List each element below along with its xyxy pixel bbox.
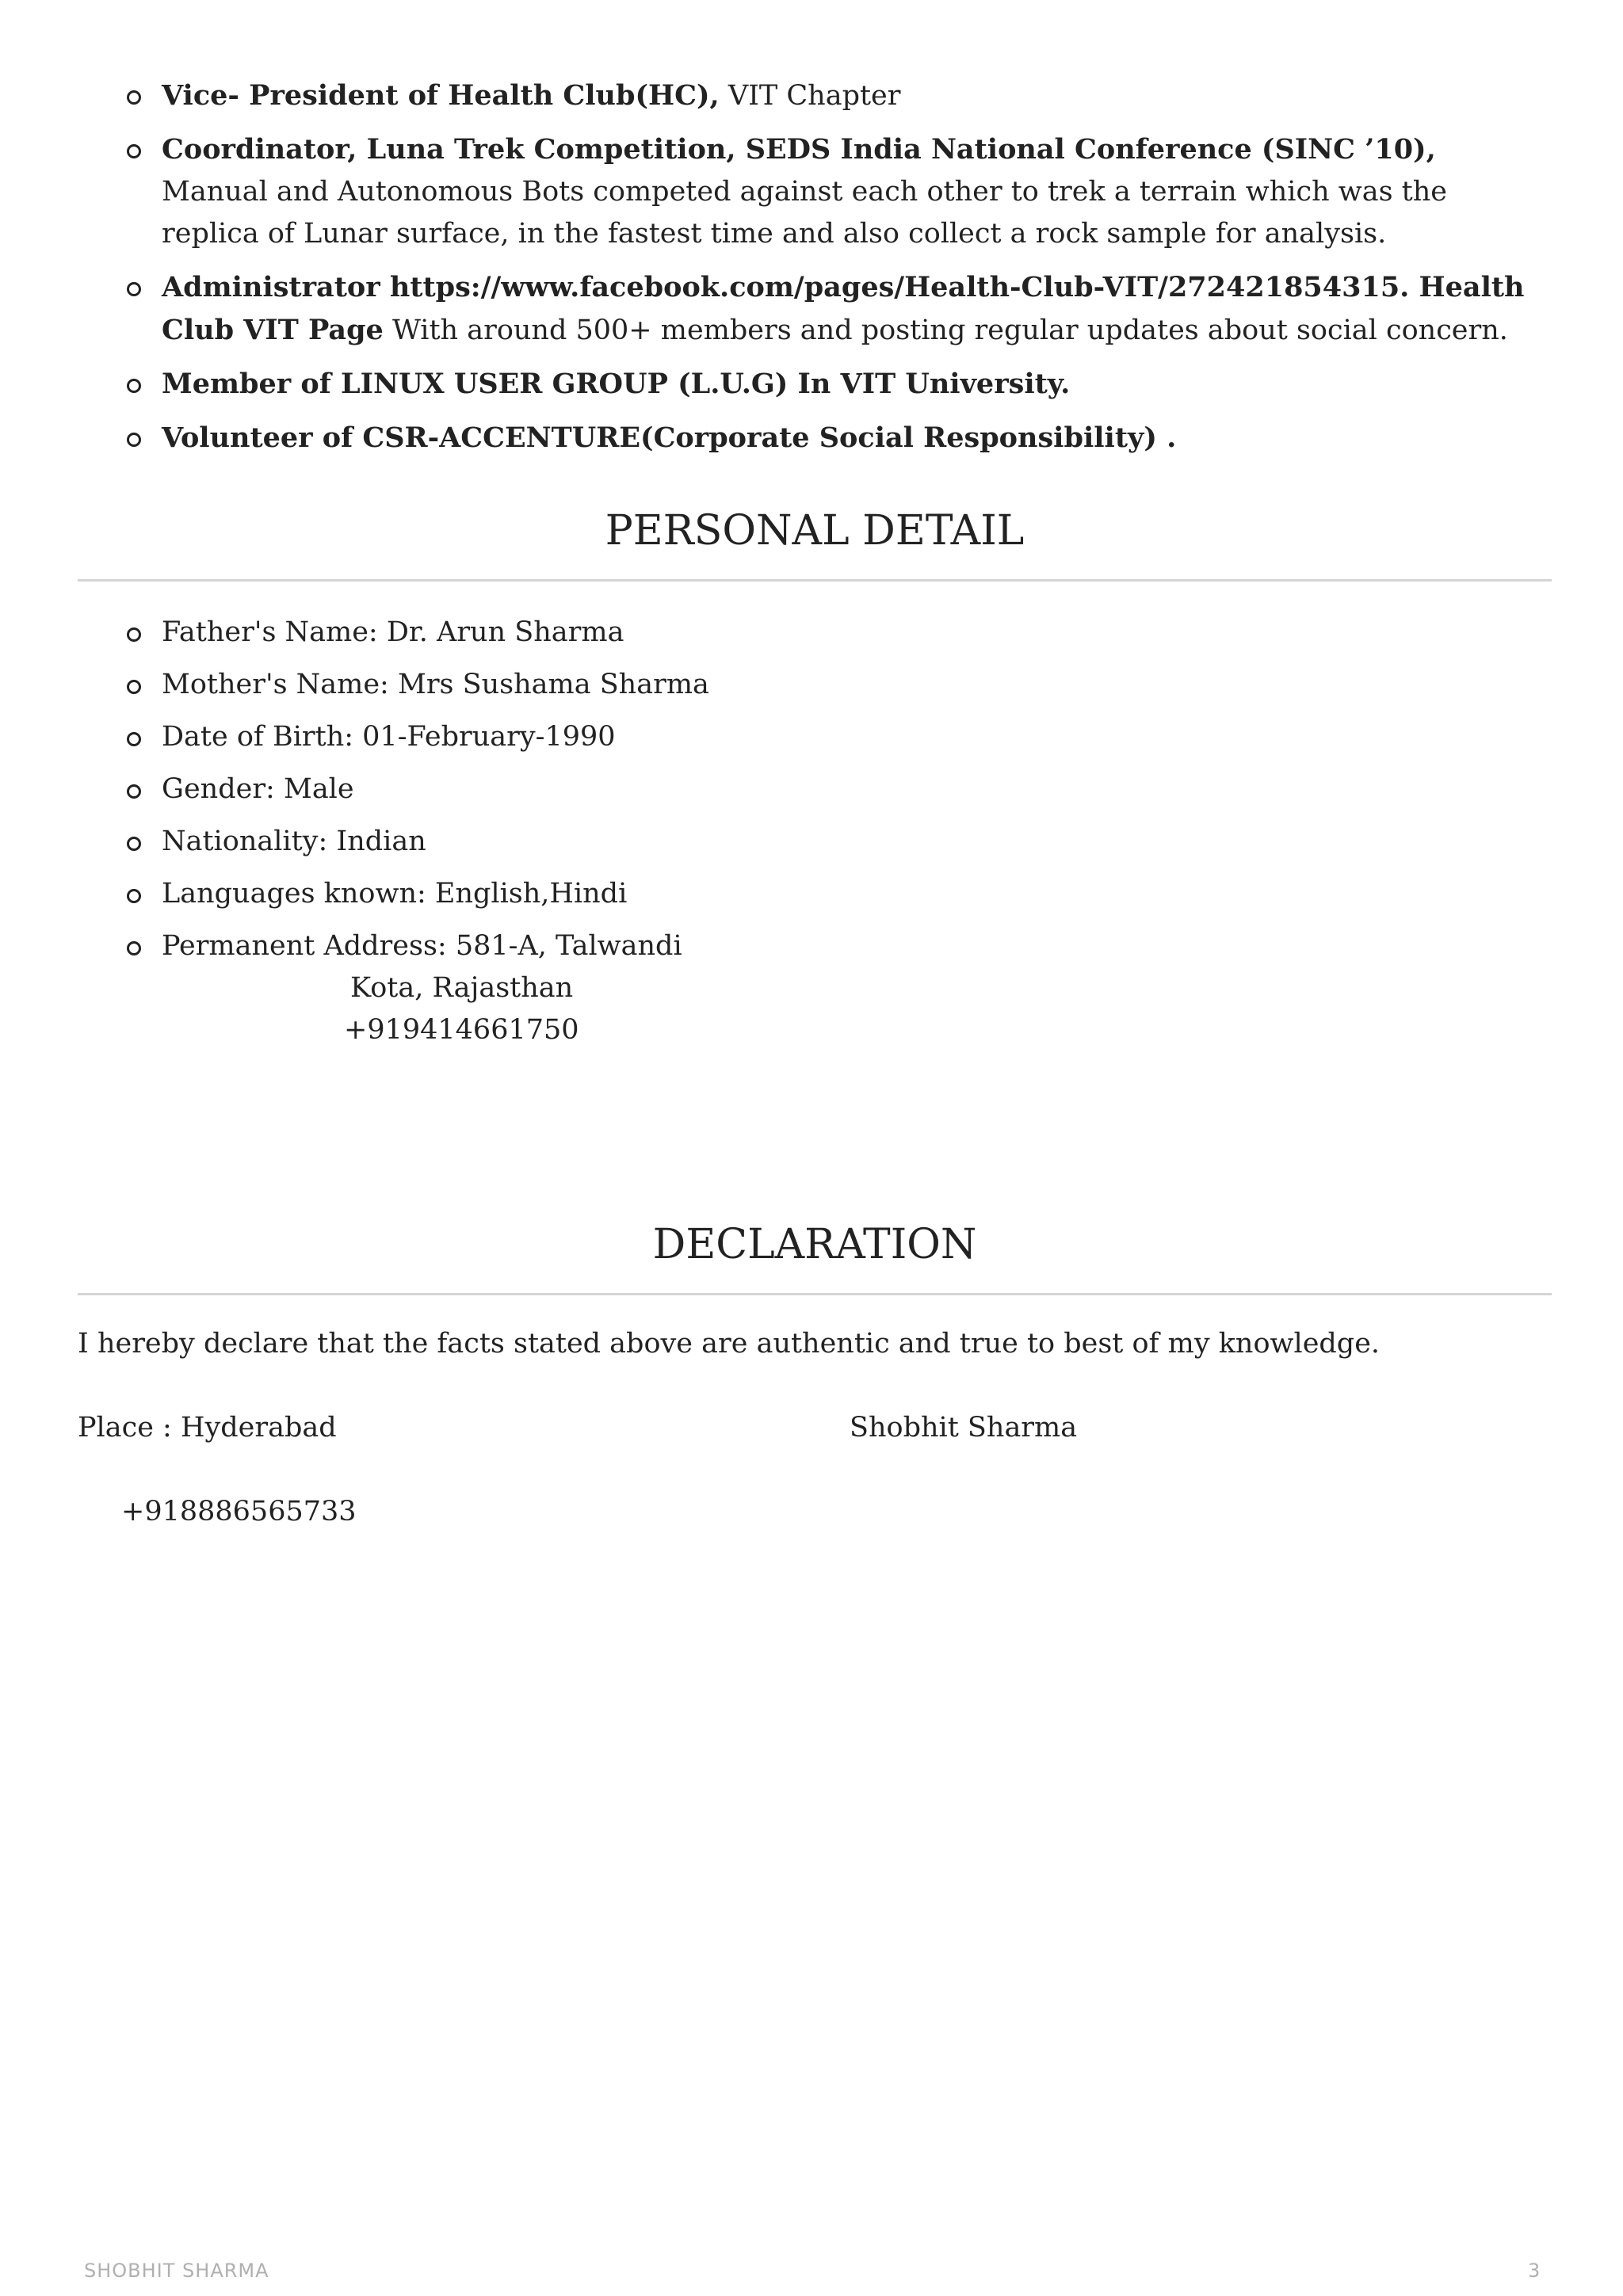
list-item xyxy=(162,417,1525,460)
list-item xyxy=(162,363,1525,406)
footer-name: SHOBHIT SHARMA xyxy=(84,2260,269,2282)
activity-title: Coordinator, Luna Trek Competition, SEDS India National Conference (SINC ’10), xyxy=(162,133,1436,166)
list-item xyxy=(162,128,1525,255)
list-item xyxy=(162,266,1525,352)
address-phone: +919414661750 xyxy=(344,1014,579,1046)
declaration-place: Place : Hyderabad xyxy=(78,1412,337,1444)
declaration-signature: Shobhit Sharma xyxy=(850,1412,1078,1444)
personal-detail-list xyxy=(162,612,1113,1062)
activity-description: VIT Chapter xyxy=(719,80,901,112)
list-item: Languages known: English,Hindi xyxy=(162,873,1113,915)
address-line-1: Permanent Address: 581-A, Talwandi xyxy=(162,930,682,962)
footer-page-number: 3 xyxy=(1528,2260,1541,2282)
declaration-phone: +918886565733 xyxy=(121,1496,357,1527)
activity-title: Member of LINUX USER GROUP (L.U.G) In VIT University. xyxy=(162,368,1071,400)
list-item: Nationality: Indian xyxy=(162,821,1113,863)
section-divider xyxy=(78,1293,1552,1295)
list-item: Date of Birth: 01-February-1990 xyxy=(162,716,1113,758)
list-item: Father's Name: Dr. Arun Sharma xyxy=(162,612,1113,654)
personal-detail-heading: PERSONAL DETAIL xyxy=(605,507,1025,555)
list-item: Gender: Male xyxy=(162,769,1113,810)
list-item xyxy=(162,74,1525,117)
list-item: Mother's Name: Mrs Sushama Sharma xyxy=(162,664,1113,706)
section-divider xyxy=(78,579,1552,582)
activity-title: Volunteer of CSR-ACCENTURE(Corporate Social Responsibility) . xyxy=(162,421,1177,454)
activity-description: Manual and Autonomous Bots competed against each other to trek a terrain which was the replica of Lunar surface, in the fastest time and also collect a rock sample for analysis. xyxy=(162,176,1447,250)
declaration-heading: DECLARATION xyxy=(652,1221,977,1268)
permanent-address xyxy=(162,925,1113,1051)
activities-list xyxy=(162,74,1525,471)
declaration-text: I hereby declare that the facts stated above are authentic and true to best of my knowledge. xyxy=(78,1328,1381,1360)
activity-title: Administrator https://www.facebook.com/pages/Health-Club-VIT/272421854315. Health Club VIT Page xyxy=(162,271,1525,346)
address-line-2: Kota, Rajasthan xyxy=(350,972,574,1004)
activity-description: With around 500+ members and posting regular updates about social concern. xyxy=(383,315,1508,346)
activity-title: Vice- President of Health Club(HC), xyxy=(162,79,720,112)
